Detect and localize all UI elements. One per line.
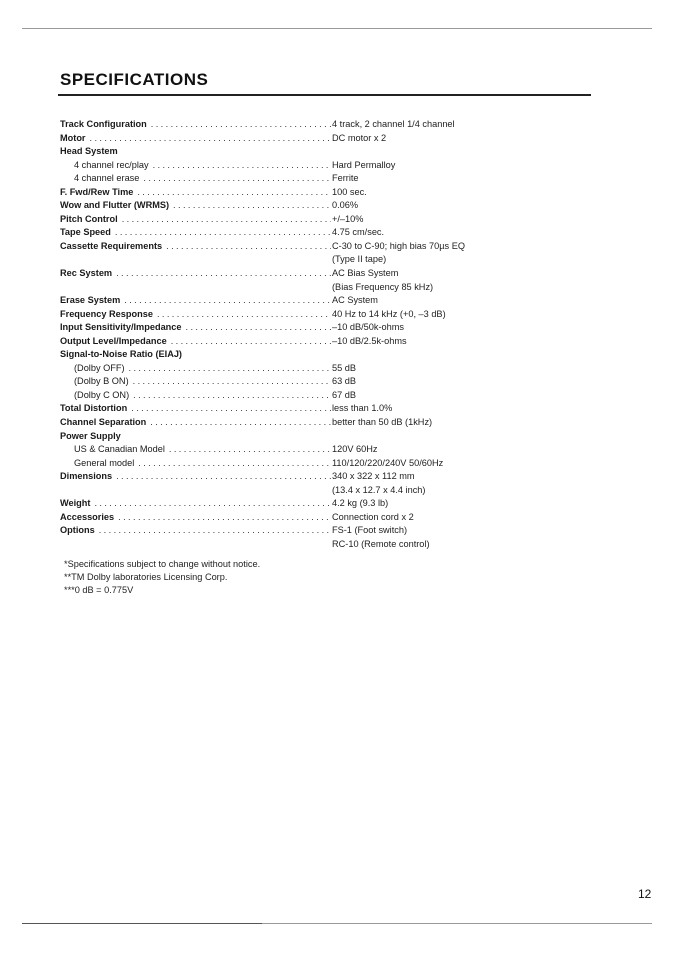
dot-leader (131, 402, 331, 416)
spec-row (60, 186, 600, 200)
spec-row (60, 443, 600, 457)
specifications-list (60, 118, 600, 552)
spec-value: 340 x 322 x 112 mm (332, 471, 415, 482)
spec-row (60, 524, 600, 538)
spec-label: Signal-to-Noise Ratio (EIAJ) (60, 349, 182, 360)
spec-label: General model (74, 457, 135, 468)
spec-value: 67 dB (332, 389, 357, 400)
footnotes (64, 558, 260, 598)
spec-label: Frequency Response (60, 308, 153, 319)
dot-leader (129, 362, 331, 376)
spec-row (60, 511, 600, 525)
spec-value: C-30 to C-90; high bias 70µs EQ (332, 240, 465, 251)
spec-label: Options (60, 525, 95, 536)
spec-value: 120V 60Hz (332, 444, 378, 455)
footnote: ***0 dB = 0.775V (64, 585, 134, 596)
footnote: *Specifications subject to change without notice. (64, 559, 261, 569)
spec-row (60, 159, 600, 173)
dot-leader (116, 267, 331, 281)
spec-label: Motor (60, 132, 86, 143)
spec-value: FS-1 (Foot switch) (332, 525, 408, 536)
spec-label: Input Sensitivity/Impedance (60, 322, 182, 333)
dot-leader (90, 132, 331, 146)
spec-row (60, 199, 600, 213)
spec-value: 63 dB (332, 376, 357, 387)
spec-label: Pitch Control (60, 213, 118, 224)
dot-leader (138, 457, 331, 471)
spec-row (60, 172, 600, 186)
spec-value: 4 track, 2 channel 1/4 channel (332, 119, 455, 129)
spec-label: Track Configuration (60, 119, 147, 129)
spec-value: AC System (332, 295, 378, 306)
dot-leader (171, 335, 331, 349)
spec-row (60, 470, 600, 484)
spec-label: Tape Speed (60, 227, 111, 238)
spec-label: US & Canadian Model (74, 444, 165, 455)
spec-value: 4.2 kg (9.3 lb) (332, 498, 389, 509)
spec-value: –10 dB/50k-ohms (332, 322, 405, 333)
dot-leader (157, 308, 331, 322)
spec-label: Output Level/Impedance (60, 335, 167, 346)
title-underline (58, 94, 591, 96)
dot-leader (133, 389, 331, 403)
spec-value: RC-10 (Remote control) (332, 538, 430, 549)
dot-leader (153, 159, 331, 173)
spec-value: Hard Permalloy (332, 159, 396, 170)
spec-label: 4 channel rec/play (74, 159, 149, 170)
spec-label: Total Distortion (60, 403, 128, 414)
spec-value: (Type II tape) (332, 254, 387, 265)
dot-leader (118, 511, 331, 525)
spec-value: 40 Hz to 14 kHz (+0, –3 dB) (332, 308, 446, 319)
spec-label: Rec System (60, 268, 113, 279)
spec-row (60, 335, 600, 349)
spec-label: Dimensions (60, 471, 113, 482)
spec-row (60, 213, 600, 227)
spec-row (60, 321, 600, 335)
spec-value: +/–10% (332, 213, 364, 224)
spec-label: Channel Separation (60, 417, 147, 428)
spec-row (60, 430, 600, 444)
dot-leader (143, 172, 331, 186)
spec-label: Erase System (60, 295, 121, 306)
spec-row (60, 375, 600, 389)
spec-row (60, 145, 600, 159)
spec-row (60, 416, 600, 430)
spec-row (60, 362, 600, 376)
spec-value: (13.4 x 12.7 x 4.4 inch) (332, 484, 426, 495)
spec-label: (Dolby C ON) (74, 389, 130, 400)
spec-row (60, 267, 600, 281)
dot-leader (133, 375, 331, 389)
spec-row (60, 348, 600, 362)
spec-row (60, 132, 600, 146)
bottom-rule-accent (22, 923, 262, 924)
spec-label: 4 channel erase (74, 173, 140, 184)
spec-value: 100 sec. (332, 186, 367, 197)
dot-leader (122, 213, 331, 227)
spec-label: (Dolby B ON) (74, 376, 129, 387)
spec-row (60, 253, 600, 267)
spec-row (60, 118, 600, 132)
spec-value: Ferrite (332, 173, 359, 184)
spec-value: better than 50 dB (1kHz) (332, 417, 433, 428)
spec-row (60, 226, 600, 240)
spec-row (60, 281, 600, 295)
dot-leader (137, 186, 331, 200)
dot-leader (150, 416, 331, 430)
spec-row (60, 497, 600, 511)
dot-leader (94, 497, 331, 511)
spec-row (60, 240, 600, 254)
spec-value: –10 dB/2.5k-ohms (332, 335, 407, 346)
spec-row (60, 294, 600, 308)
spec-label: F. Fwd/Rew Time (60, 186, 134, 197)
spec-row (60, 538, 600, 552)
top-rule (22, 28, 652, 29)
spec-label: Weight (60, 498, 91, 509)
spec-value: AC Bias System (332, 268, 399, 279)
spec-row (60, 457, 600, 471)
spec-label: (Dolby OFF) (74, 362, 125, 373)
spec-row (60, 389, 600, 403)
dot-leader (173, 199, 331, 213)
dot-leader (115, 226, 331, 240)
spec-value: 55 dB (332, 362, 357, 373)
footnote: **TM Dolby laboratories Licensing Corp. (64, 572, 228, 583)
spec-value: (Bias Frequency 85 kHz) (332, 281, 434, 292)
dot-leader (99, 524, 331, 538)
spec-value: less than 1.0% (332, 403, 393, 414)
spec-value: 110/120/220/240V 50/60Hz (332, 457, 444, 468)
spec-row (60, 484, 600, 498)
dot-leader (124, 294, 331, 308)
dot-leader (166, 240, 331, 254)
dot-leader (151, 118, 331, 132)
spec-value: DC motor x 2 (332, 132, 387, 143)
spec-row (60, 402, 600, 416)
dot-leader (116, 470, 331, 484)
spec-label: Accessories (60, 511, 115, 522)
spec-label: Cassette Requirements (60, 240, 163, 251)
spec-row (60, 308, 600, 322)
spec-value: 0.06% (332, 200, 359, 211)
dot-leader (186, 321, 331, 335)
spec-label: Head System (60, 146, 118, 157)
dot-leader (169, 443, 331, 457)
page-title: SPECIFICATIONS (60, 70, 209, 89)
page-number: 12 (638, 887, 652, 901)
spec-label: Power Supply (60, 430, 121, 441)
spec-value: Connection cord x 2 (332, 511, 414, 522)
spec-label: Wow and Flutter (WRMS) (60, 200, 170, 211)
spec-value: 4.75 cm/sec. (332, 227, 385, 238)
